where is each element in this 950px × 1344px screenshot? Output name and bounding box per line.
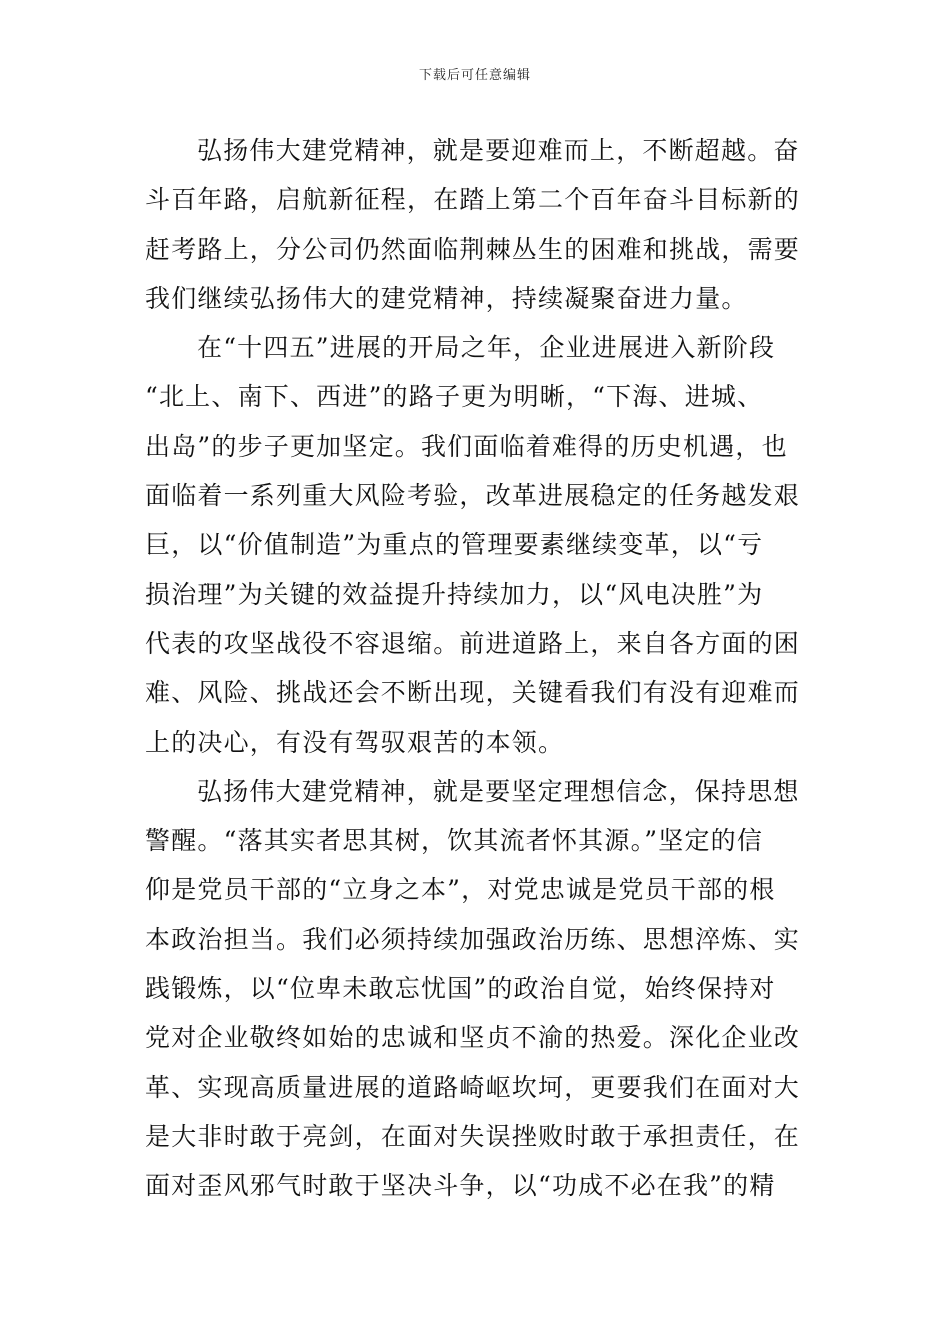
text-line: 警醒。“落其实者思其树，饮其流者怀其源。”坚定的信 xyxy=(145,826,764,856)
text-line: 面对歪风邪气时敢于坚决斗争，以“功成不必在我”的精 xyxy=(145,1171,776,1201)
text-line: 巨，以“价值制造”为重点的管理要素继续变革，以“亏 xyxy=(145,530,764,560)
text-line: 践锻炼，以“位卑未敢忘忧国”的政治自觉，始终保持对 xyxy=(145,974,776,1004)
text-line: 是大非时敢于亮剑，在面对失误挫败时敢于承担责任，在 xyxy=(145,1121,801,1151)
text-line: 难、风险、挑战还会不断出现，关键看我们有没有迎难而 xyxy=(145,678,801,708)
text-line: 在“十四五”进展的开局之年，企业进展进入新阶段 xyxy=(197,333,776,363)
text-line: 出岛”的步子更加坚定。我们面临着难得的历史机遇，也 xyxy=(145,431,788,461)
text-line: 斗百年路，启航新征程，在踏上第二个百年奋斗目标新的 xyxy=(145,185,801,215)
text-line: 本政治担当。我们必须持续加强政治历练、思想淬炼、实 xyxy=(145,924,801,954)
text-line: 革、实现高质量进展的道路崎岖坎坷，更要我们在面对大 xyxy=(145,1072,801,1102)
text-line: 赶考路上，分公司仍然面临荆棘丛生的困难和挑战，需要 xyxy=(145,234,801,264)
text-line: 弘扬伟大建党精神，就是要迎难而上，不断超越。奋 xyxy=(197,136,800,165)
document-body xyxy=(145,126,807,1211)
text-line: 上的决心，有没有驾驭艰苦的本领。 xyxy=(145,727,565,757)
paragraph-3 xyxy=(145,767,807,1211)
page-header: 下载后可任意编辑 xyxy=(418,68,531,83)
text-line: 我们继续弘扬伟大的建党精神，持续凝聚奋进力量。 xyxy=(145,283,748,313)
text-line: “北上、南下、西进”的路子更为明晰，“下海、进城、 xyxy=(145,382,764,412)
text-line: 仰是党员干部的“立身之本”，对党忠诚是党员干部的根 xyxy=(145,875,776,905)
paragraph-1 xyxy=(145,126,807,323)
text-line: 弘扬伟大建党精神，就是要坚定理想信念，保持思想 xyxy=(197,776,800,806)
paragraph-2 xyxy=(145,323,807,767)
text-line: 损治理”为关键的效益提升持续加力，以“风电决胜”为 xyxy=(145,579,764,609)
text-line: 面临着一系列重大风险考验，改革进展稳定的任务越发艰 xyxy=(145,481,801,511)
text-line: 党对企业敬终如始的忠诚和坚贞不渝的热爱。深化企业改 xyxy=(145,1023,801,1053)
text-line: 代表的攻坚战役不容退缩。前进道路上，来自各方面的困 xyxy=(145,628,801,658)
